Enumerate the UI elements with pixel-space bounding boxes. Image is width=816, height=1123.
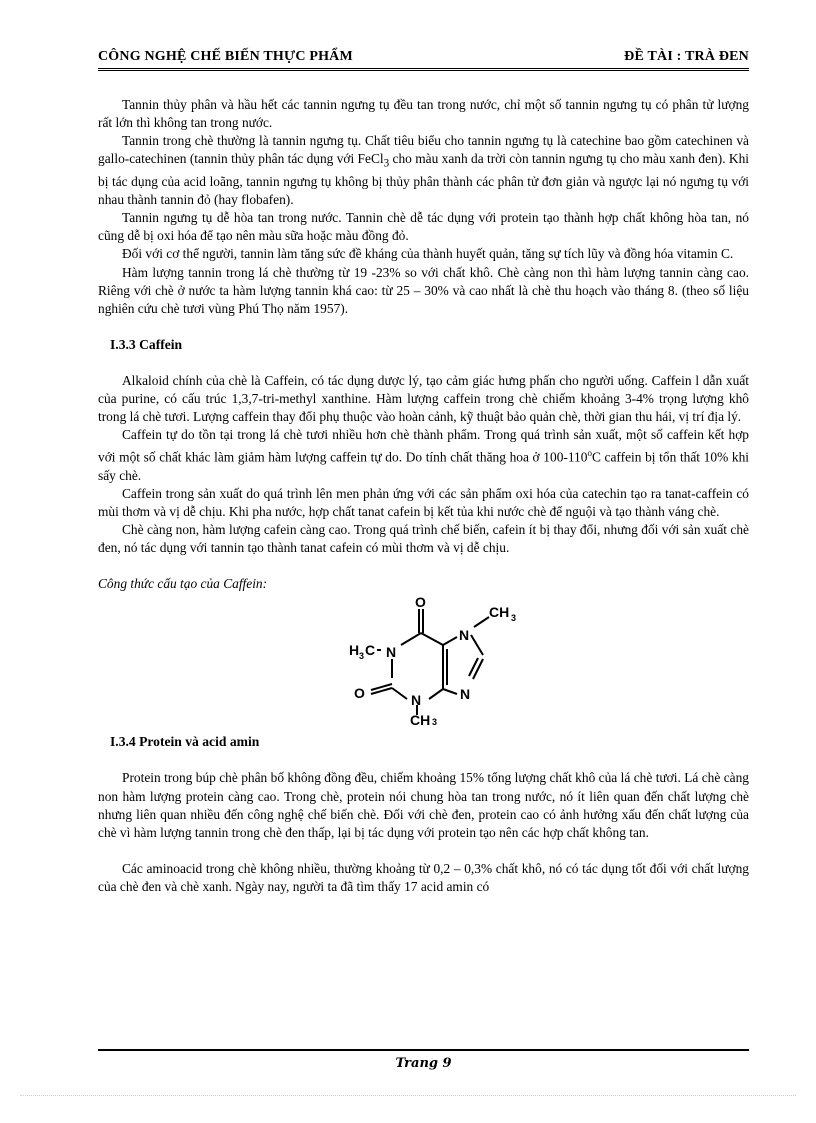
- page-header: [98, 49, 749, 71]
- caffeine-paragraph-4: Chè càng non, hàm lượng cafein càng cao. Trong quá trình chế biến, cafein ít bị thay đổi, nhưng đối với sản xuất chè đen, nó tác dụng với tannin tạo thành tanat cafein có mùi thơm và vị dễ chịu.: [98, 522, 749, 556]
- atom-n1: N: [385, 644, 396, 661]
- caffeine-paragraph-3: Caffein trong sản xuất do quá trình lên men phản ứng với các sản phẩm oxi hóa của catechin tạo ra tanat-caffein có mùi thơm và vị dễ chịu. Khi pha nước, hợp chất tanat cafein bị kết tủa khi nước chè để nguội và tạo thành váng chè.: [98, 485, 749, 520]
- atom-n3: N: [410, 692, 421, 709]
- tannin-paragraph-2: Tannin trong chè thường là tannin ngưng tụ. Chất tiêu biểu cho tannin ngưng tụ là catechine bao gồm catechinen và gallo-catechinen (tannin thủy phân tác dụng với FeCl$_3$ cho màu xanh da trời còn tannin ngưng tụ cho màu xanh đen). Khi bị tác dụng của acid loãng, tannin ngưng tụ không bị thủy phân thành các phân tử đơn giản và ngược lại nó ngưng tụ với nhau thành tannin đỏ (hay flobafen).: [98, 133, 749, 208]
- atom-h3c-left-c: C: [364, 642, 375, 659]
- page-number: Trang 9: [395, 1056, 452, 1071]
- caffeine-paragraph-1: Alkaloid chính của chè là Caffein, có tác dụng dược lý, tạo cảm giác hưng phấn cho người uống. Caffein l dẫn xuất của purine, có cấu trúc 1,3,7-tri-methyl xanthine. Hàm lượng caffein trong chè chiếm khoảng 3-4% trọng lượng khô trong lá chè tươi. Lượng caffein thay đổi phụ thuộc vào hoàn cảnh, kỹ thuật bảo quản chè, thời gian thu hái, vị trí địa lý.: [98, 372, 749, 425]
- tannin-paragraph-5: Hàm lượng tannin trong lá chè thường từ 19 -23% so với chất khô. Chè càng non thì hàm lượng tannin càng cao. Riêng với chè ở nước ta hàm lượng tannin khá cao: từ 25 – 30% và cao nhất là chè thu hoạch vào tháng 8. (theo số liệu nghiên cứu chè tươi vùng Phú Thọ năm 1957).: [98, 264, 749, 316]
- atom-o-left: O: [353, 685, 365, 702]
- tannin-paragraph-3: Tannin ngưng tụ dễ hòa tan trong nước. Tannin chè dễ tác dụng với protein tạo thành hợp chất không hòa tan, nó cũng dễ bị oxi hóa để tạo nên màu sữa hoặc màu đồng đỏ.: [98, 210, 749, 244]
- atom-ch3-bottom-sub: 3: [431, 717, 437, 726]
- header-course-title: CÔNG NGHỆ CHẾ BIẾN THỰC PHẨM: [98, 49, 353, 64]
- atom-ch3-bottom: CH: [409, 712, 430, 726]
- section-heading-caffeine: I.3.3 Caffein: [110, 336, 183, 352]
- caffeine-structure-figure: [98, 595, 749, 725]
- protein-paragraph-1: Protein trong búp chè phân bố không đồng đều, chiếm khoảng 15% tổng lượng chất khô của lá chè tươi. Lá chè càng non hàm lượng protein càng cao. Trong chè, protein nói chung hòa tan trong nước, nó ít liên quan đến chất lượng chè nhưng liên quan nhiều đến công nghệ chế biến chè. Đối với chè đen, protein cao có ảnh hưởng xấu đến chất lượng của chè vì hàm lượng tannin trong chè đen thấp, lại bị tác dụng với protein tạo nên các hợp chất không tan.: [98, 770, 749, 840]
- atom-n9: N: [459, 686, 470, 703]
- page-edge-divider: [20, 1095, 796, 1096]
- caffeine-structure-diagram: [349, 595, 529, 725]
- page-footer: [98, 1049, 749, 1071]
- atom-h3c-left-h: H: [348, 642, 359, 659]
- atom-ch3-right: CH: [488, 604, 509, 621]
- formula-caption: Công thức cấu tạo của Caffein:: [98, 576, 268, 592]
- atom-ch3-right-sub: 3: [510, 613, 516, 624]
- tannin-paragraph-4: Đối với cơ thể người, tannin làm tăng sức đề kháng của thành huyết quản, tăng sự tích lũy và đồng hóa vitamin C.: [122, 246, 734, 262]
- atom-o-top: O: [414, 595, 426, 611]
- section-heading-protein: I.3.4 Protein và acid amin: [110, 734, 260, 750]
- protein-paragraph-2: Các aminoacid trong chè không nhiều, thường khoảng từ 0,2 – 0,3% chất khô, nó có tác dụng tốt đối với chất lượng của chè đen và chè xanh. Ngày nay, người ta đã tìm thấy 17 acid amin có: [98, 860, 749, 894]
- atom-n7: N: [458, 627, 469, 644]
- tannin-paragraph-1: Tannin thủy phân và hầu hết các tannin ngưng tụ đều tan trong nước, chỉ một số tannin ngưng tụ có phân tử lượng rất lớn thì không tan trong nước.: [98, 97, 749, 131]
- caffeine-paragraph-2: Caffein tự do tồn tại trong lá chè tươi nhiều hơn chè thành phẩm. Trong quá trình sản xuất, một số caffein kết hợp với một số chất khác làm giảm hàm lượng caffein tự do. Do tính chất thăng hoa ở 100-110$^o$C caffein bị tổn thất 10% khi sấy chè.: [98, 427, 749, 483]
- header-topic-title: ĐỀ TÀI : TRÀ ĐEN: [624, 49, 749, 64]
- atom-h3c-left-sub: 3: [358, 651, 364, 662]
- page-content: [98, 96, 749, 896]
